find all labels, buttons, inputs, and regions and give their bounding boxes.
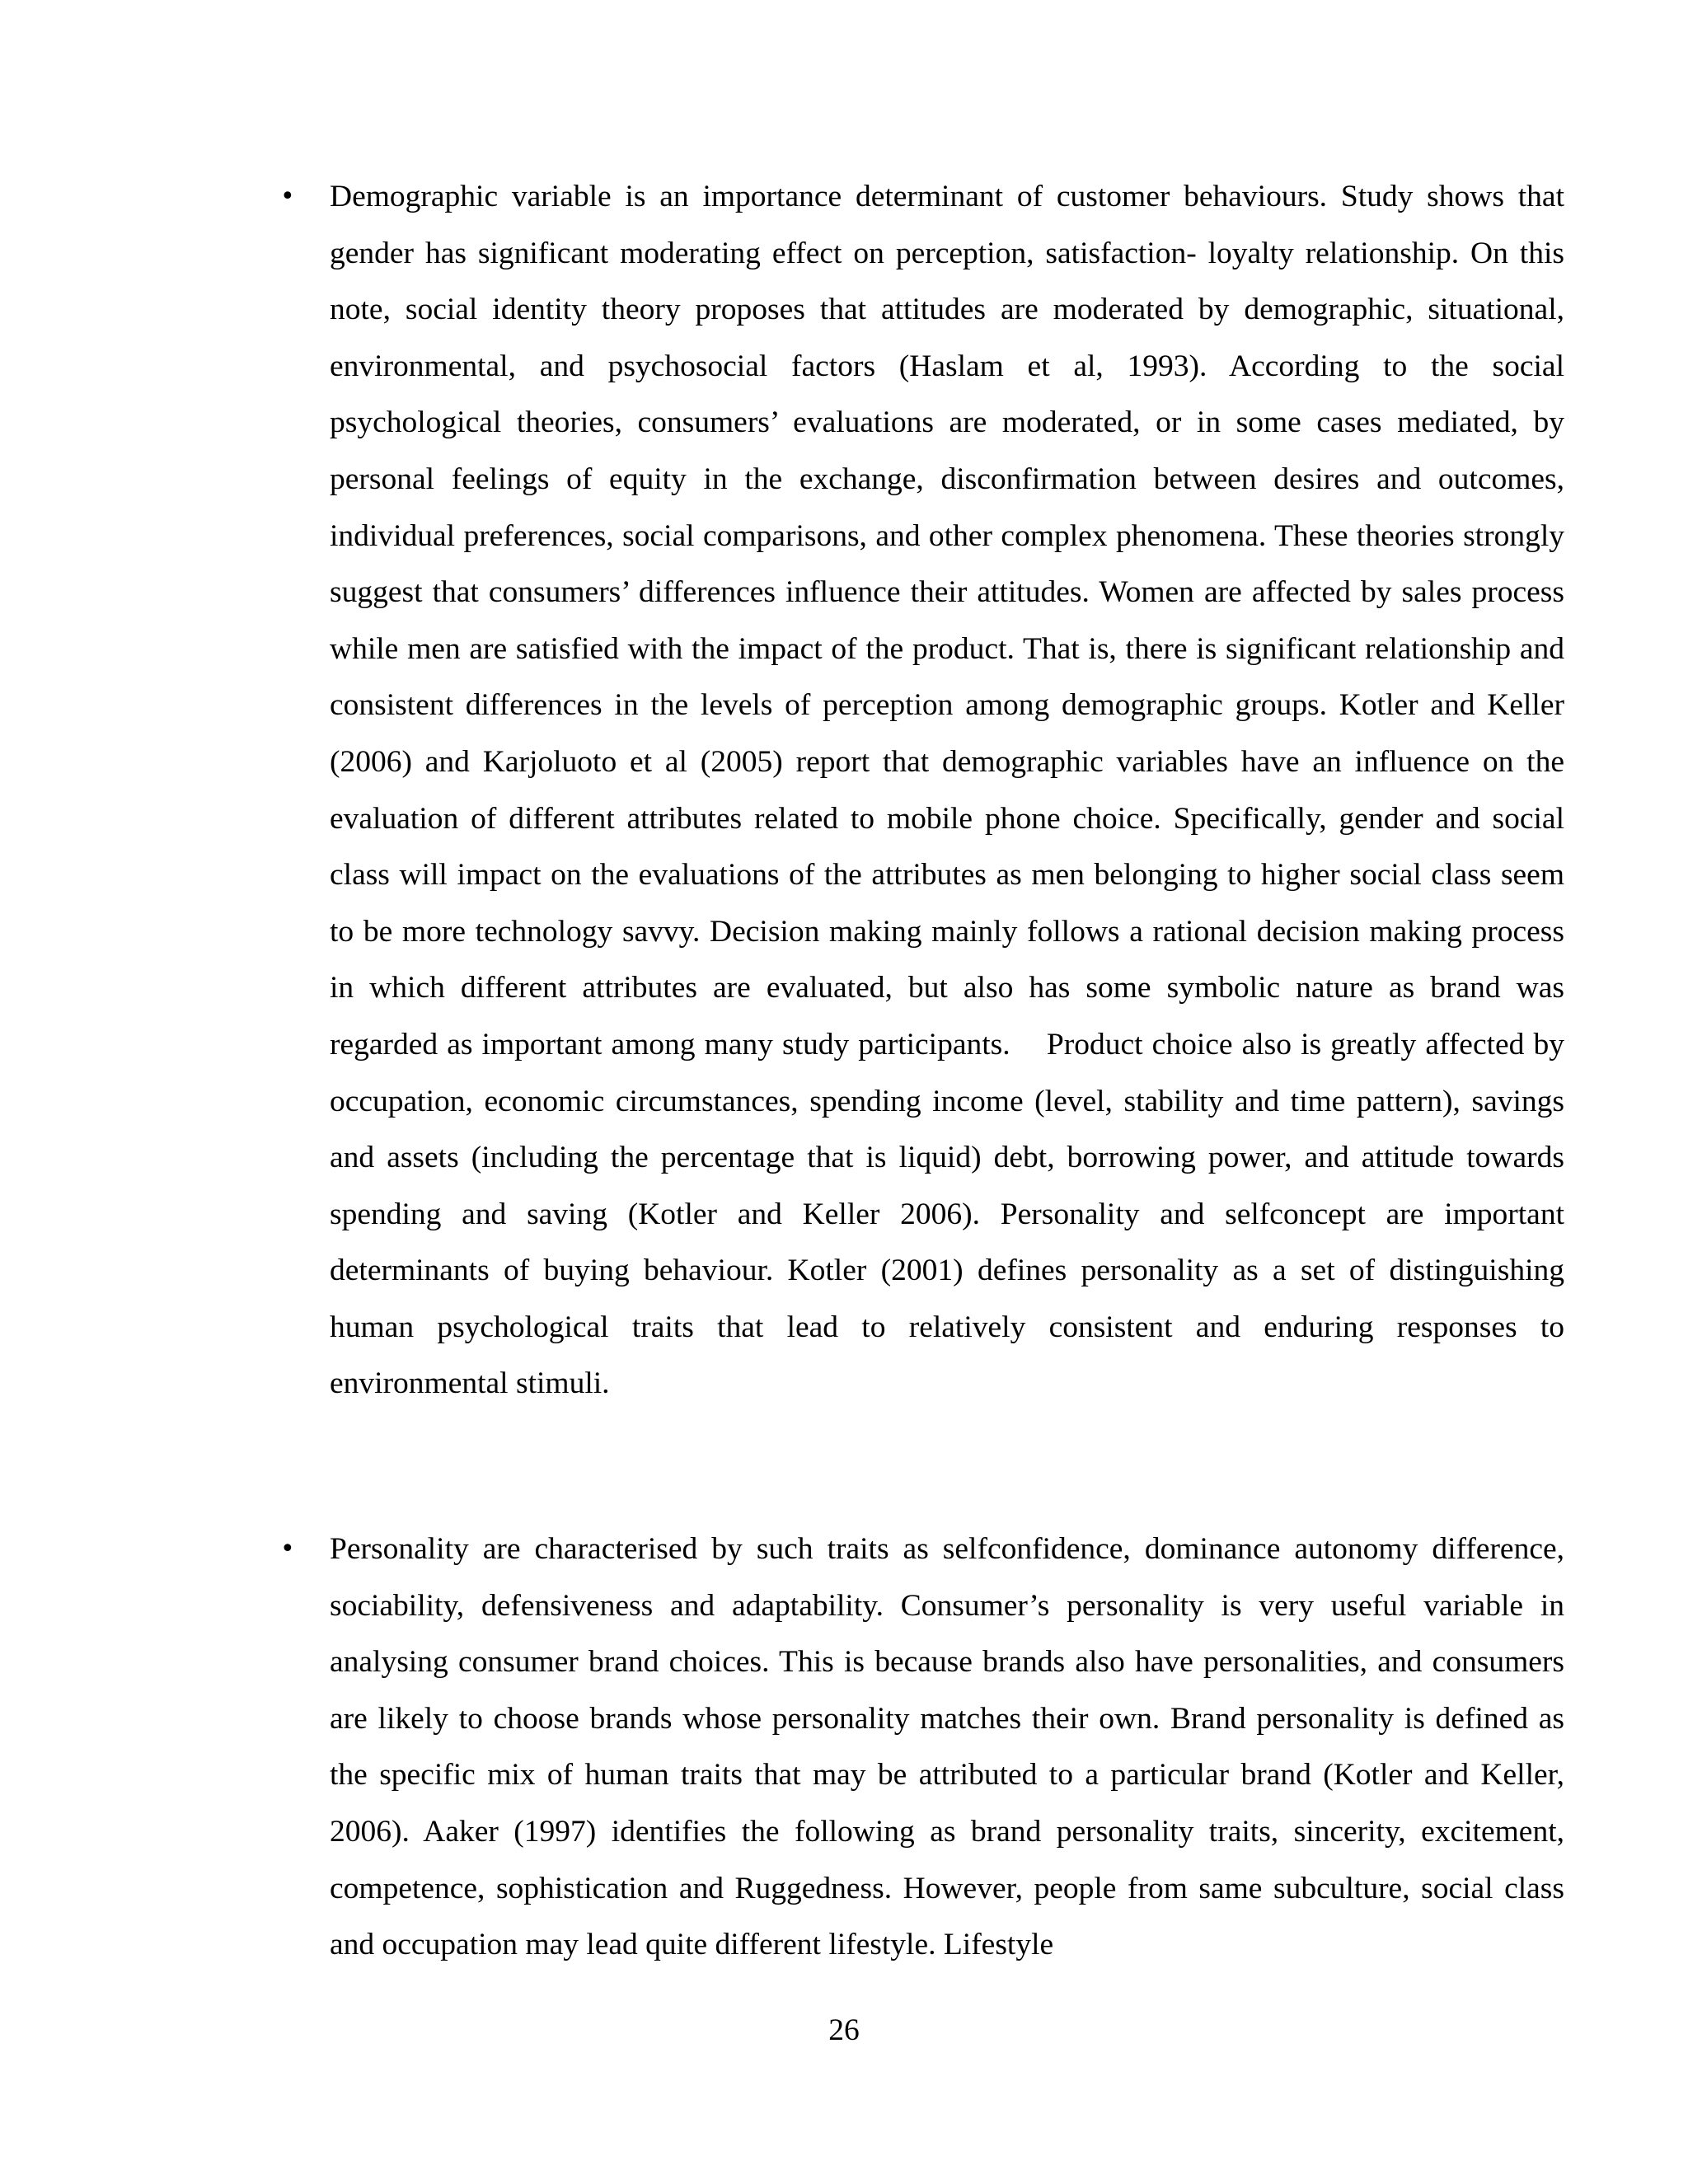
bullet-item-demographic [280, 169, 1573, 1413]
paragraph-demographic-variables: Demographic variable is an importance determinant of customer behaviours. Study shows that gender has significant moderating effect on perception, satisfaction- loyalty relationship. On this note, social identity theory proposes that attitudes are moderated by demographic, situational, environmental, and psychosocial factors (Haslam et al, 1993). According to the social psychological theories, consumers’ evaluations are moderated, or in some cases mediated, by personal feelings of equity in the exchange, disconfirmation between desires and outcomes, individual preferences, social comparisons, and other complex phenomena. These theories strongly suggest that consumers’ differences influence their attitudes. Women are affected by sales process while men are satisfied with the impact of the product. That is, there is significant relationship and consistent differences in the levels of perception among demographic groups. Kotler and Keller (2006) and Karjoluoto et al (2005) report that demographic variables have an influence on the evaluation of different attributes related to mobile phone choice. Specifically, gender and social class will impact on the evaluations of the attributes as men belonging to higher social class seem to be more technology savvy. Decision making mainly follows a rational decision making process in which different attributes are evaluated, but also has some symbolic nature as brand was regarded as important among many study participants. Product choice also is greatly affected by occupation, economic circumstances, spending income (level, stability and time pattern), savings and assets (including the percentage that is liquid) debt, borrowing power, and attitude towards spending and saving (Kotler and Keller 2006). Personality and selfconcept are important determinants of buying behaviour. Kotler (2001) defines personality as a set of distinguishing human psychological traits that lead to relatively consistent and enduring responses to environmental stimuli. [330, 180, 1573, 1401]
bullet-icon: • [280, 182, 295, 211]
bullet-icon: • [280, 1535, 295, 1563]
paragraph-personality-traits: Personality are characterised by such traits as selfconfidence, dominance autonomy difference, sociability, defensiveness and adaptability. Consumer’s personality is very useful variable in analysing consumer brand choices. This is because brands also have personalities, and consumers are likely to choose brands whose personality matches their own. Brand personality is defined as the specific mix of human traits that may be attributed to a particular brand (Kotler and Keller, 2006). Aaker (1997) identifies the following as brand personality traits, sincerity, excitement, competence, sophistication and Ruggedness. However, people from same subculture, social class and occupation may lead quite different lifestyle. Lifestyle [330, 1532, 1564, 1962]
page-number: 26 [828, 2013, 860, 2047]
bullet-item-personality [280, 1521, 1564, 1974]
